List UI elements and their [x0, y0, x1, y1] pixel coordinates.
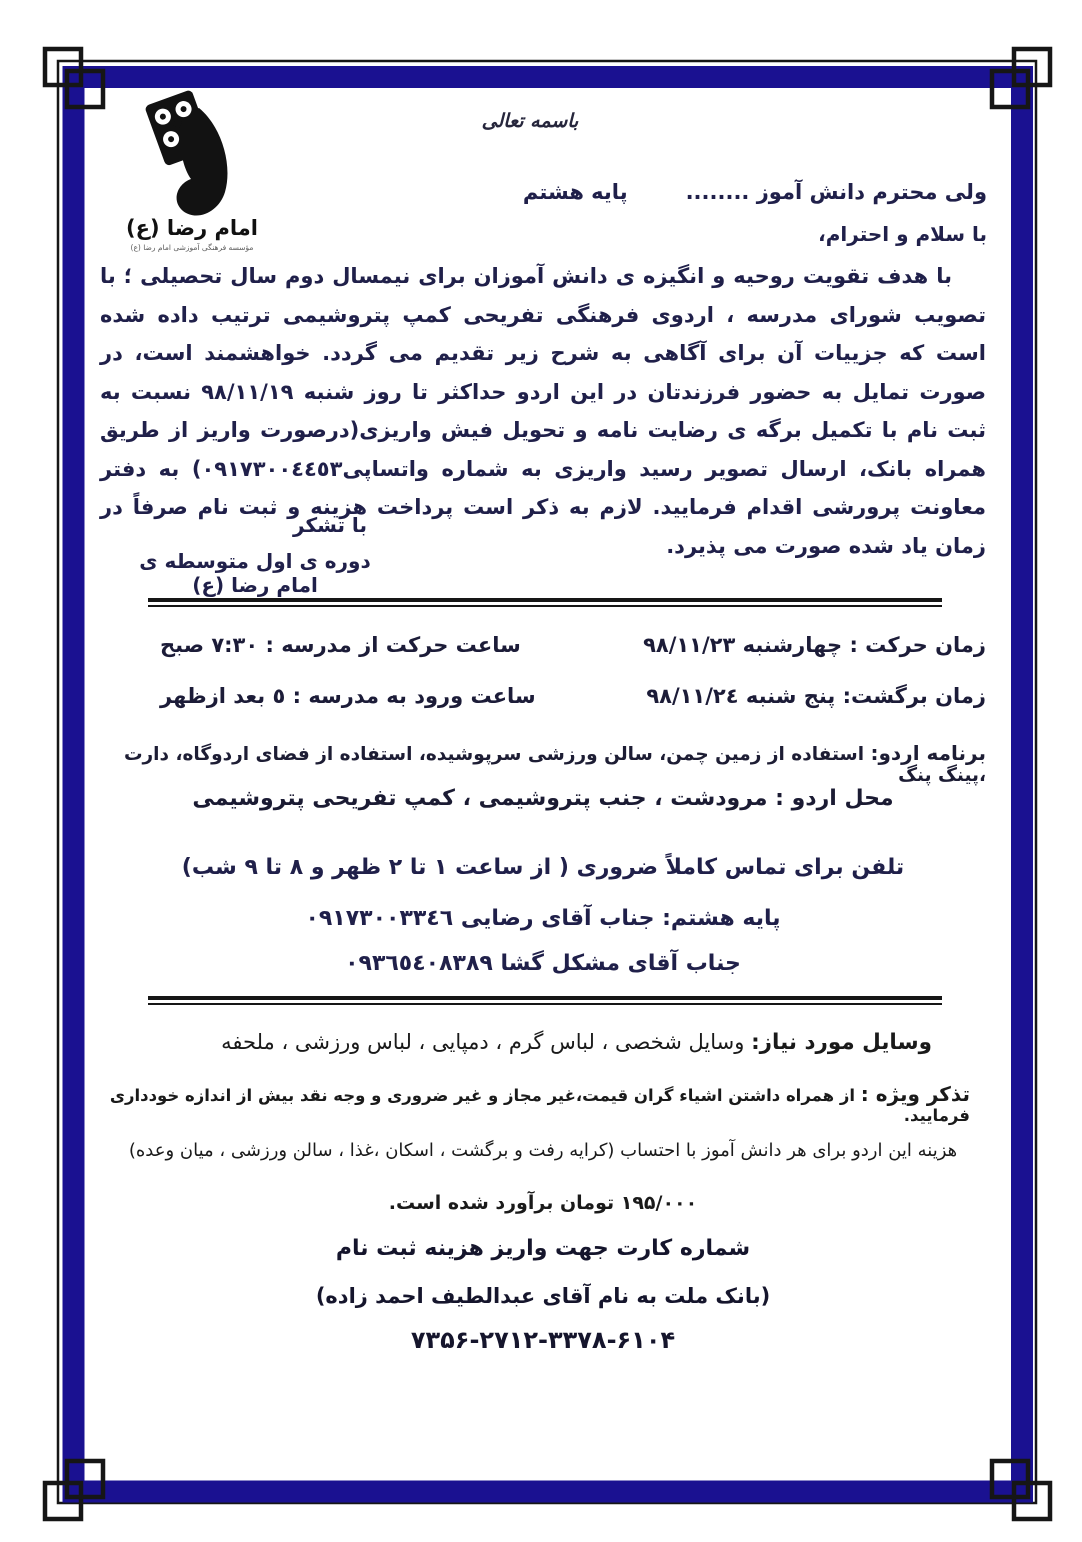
camp-location: محل اردو : مرودشت ، جنب پتروشیمی ، کمپ تفریحی پتروشیمی	[192, 786, 894, 811]
payment-header: شماره کارت جهت واریز هزینه ثبت نام	[335, 1236, 751, 1261]
school-logo-name: امام رضا (ع)	[126, 216, 258, 240]
signature-thanks: با تشکر	[293, 513, 367, 537]
return-date: زمان برگشت: پنج شنبه ۹۸/۱۱/۲٤	[646, 684, 986, 708]
special-warning-label: تذکر ویژه :	[860, 1082, 970, 1106]
contact-header: تلفن برای تماس کاملاً ضروری ( از ساعت ۱ تا ۲ ظهر و ۸ تا ۹ شب)	[181, 855, 905, 880]
supplies-label: وسایل مورد نیاز:	[751, 1030, 932, 1055]
signature-org: دوره ی اول متوسطه ی امام رضا (ع)	[139, 549, 371, 597]
payment-bank: (بانک ملت به نام آقای عبدالطیف احمد زاده)	[315, 1284, 771, 1308]
camp-program	[96, 741, 986, 786]
greeting-to: ولی محترم دانش آموز ........	[685, 180, 987, 204]
school-logo-emblem	[133, 90, 251, 218]
special-warning-text: از همراه داشتن اشیاء گران قیمت،غیر مجاز و غیر ضروری و وجه نقد بیش از اندازه خودداری فرمایید.	[109, 1086, 970, 1125]
schedule-departure-row	[160, 633, 986, 657]
departure-time: ساعت حرکت از مدرسه : ۷:۳۰ صبح	[160, 633, 521, 657]
intro-paragraph: با هدف تقویت روحیه و انگیزه ی دانش آموزان برای نیمسال دوم سال تحصیلی ؛ با تصویب شورای مدرسه ، اردوی فرهنگی تفریحی کمپ پتروشیمی ترتیب داده شده است که جزییات آن برای آگاهی به شرح زیر تقدیم می گردد. خواهشمند است، در صورت تمایل به حضور فرزندتان در این اردو حداکثر تا روز شنبه ۹۸/۱۱/۱۹ نسبت به ثبت نام با تکمیل برگه ی رضایت نامه و تحویل فیش واریزی(درصورت واریز از طریق همراه بانک، ارسال تصویر رسید واریزی به شماره واتساپی۰۹۱۷۳۰۰٤٤٥۳) به دفتر معاونت پرورشی اقدام فرمایید. لازم به ذکر است پرداخت هزینه و ثبت نام صرفاً در زمان یاد شده صورت می پذیرد.	[100, 264, 986, 558]
supplies-text: وسایل شخصی ، لباس گرم ، دمپایی ، لباس ورزشی ، ملحفه	[221, 1030, 752, 1054]
departure-date: زمان حرکت : چهارشنبه ۹۸/۱۱/۲۳	[643, 633, 986, 657]
supplies-line	[120, 1030, 932, 1055]
cost-amount: ۱۹۵/۰۰۰ تومان برآورد شده است.	[388, 1192, 698, 1214]
school-logo-caption: مؤسسه فرهنگی آموزشی امام رضا (ع)	[130, 243, 254, 252]
besmele: باسمه تعالی	[481, 110, 579, 132]
greeting-line	[523, 180, 987, 204]
return-time: ساعت ورود به مدرسه : ٥ بعد ازظهر	[160, 684, 536, 708]
separator-line-top	[148, 598, 942, 607]
contact-line-2: جناب آقای مشکل گشا ۰۹۳٦٥٤۰۸۳۸۹	[345, 951, 741, 976]
separator-line-bottom	[148, 996, 942, 1005]
schedule-return-row	[160, 684, 986, 708]
contact-line-1: پایه هشتم: جناب آقای رضایی ۰۹۱۷۳۰۰۳۳٤٦	[305, 906, 781, 931]
cost-description: هزینه این اردو برای هر دانش آموز با احتساب (کرایه رفت و برگشت ، اسکان ،غذا ، سالن ورزشی ، میان وعده)	[128, 1140, 958, 1161]
camp-program-label: برنامه اردو:	[870, 741, 986, 765]
school-logo	[122, 90, 262, 252]
salutation: با سلام و احترام،	[818, 222, 987, 246]
special-warning	[100, 1082, 970, 1125]
greeting-grade: پایه هشتم	[522, 180, 628, 204]
camp-program-text: استفاده از زمین چمن، سالن ورزشی سرپوشیده، استفاده از فضای اردوگاه، دارت ،پینگ پنگ	[123, 744, 986, 786]
payment-card-number: ۷۳۵۶-۲۷۱۲-۳۳۷۸-۶۱۰۴	[410, 1326, 676, 1354]
